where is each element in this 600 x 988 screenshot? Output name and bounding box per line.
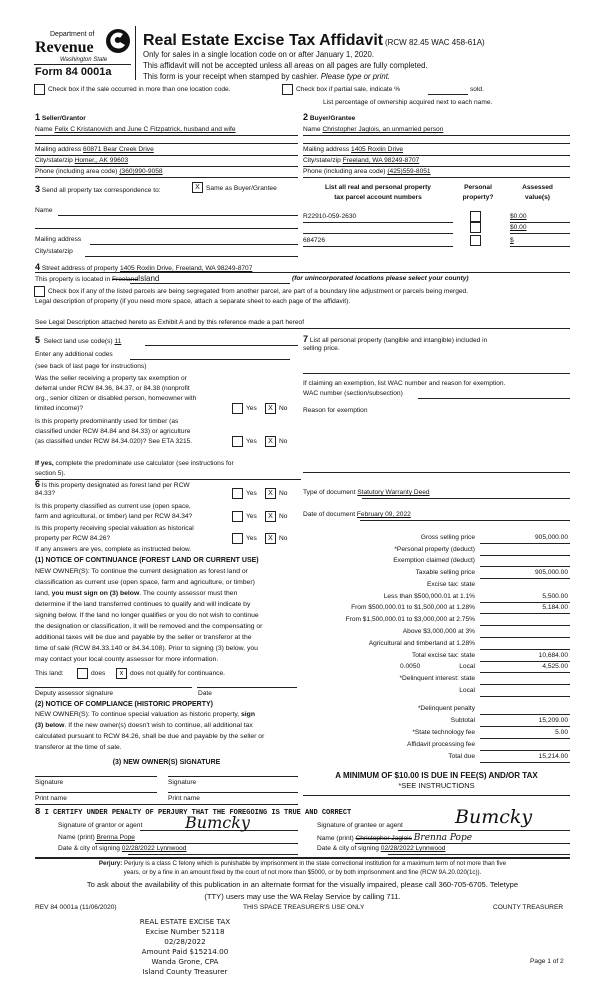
if-yes-text: section 5). (35, 470, 66, 477)
tax-row-label: Local (459, 687, 475, 694)
underline (480, 750, 570, 751)
buyer-heading: Buyer/Grantee (309, 115, 356, 122)
located-struck: Freeland (111, 276, 139, 283)
tax-row-value[interactable]: 5.00 (555, 729, 568, 736)
yes-label: Yes (246, 513, 257, 520)
tax-row-label: Local (459, 663, 475, 670)
notice2-title: (2) NOTICE OF COMPLIANCE (HISTORIC PROPERTY) (35, 701, 213, 708)
forest-question (35, 480, 190, 490)
section-number: 3 (35, 184, 41, 194)
legal-description[interactable]: See Legal Description attached hereto as Exhibit A and by this reference made a part hereof (35, 319, 305, 326)
tax-row-label: From $1,500,000.01 to $3,000,000 at 2.75% (345, 616, 475, 623)
if-yes-bold: If yes, (35, 460, 54, 467)
logo-main: Revenue (35, 39, 94, 56)
notice2-text (35, 744, 122, 752)
does-label: does (91, 670, 106, 677)
underline (480, 672, 570, 673)
grantor-print-name[interactable]: Brenna Pope (96, 834, 135, 841)
if-yes-text: complete the predominate use calculator (see instructions for (55, 460, 234, 467)
tax-row-label: Total due (448, 753, 475, 760)
county-treasurer-label: COUNTY TREASURER (493, 904, 564, 911)
does-checkbox[interactable] (77, 668, 88, 679)
forest-question-text: Is this property designated as forest land per RCW (41, 482, 190, 489)
land-use-code[interactable]: 11 (114, 338, 122, 345)
tax-row-label: Exemption claimed (deduct) (393, 557, 475, 564)
tax-row-value[interactable]: 15,209.00 (538, 717, 568, 724)
tax-row-label: Taxable selling price (415, 569, 475, 576)
underline (510, 246, 570, 247)
field-label: Phone (including area code) (303, 168, 386, 175)
logo-sub: Washington State (60, 57, 108, 63)
grantee-date-city[interactable]: 02/28/2022 Lynnwood (380, 845, 446, 852)
text: land, (35, 590, 52, 597)
assessed-value[interactable]: $ (510, 237, 514, 244)
timber-no-checkbox[interactable]: X (265, 436, 276, 447)
text: may contact your local county assessor for more information. (35, 656, 219, 663)
no-label: No (279, 490, 288, 497)
exemption-question: Was the seller receiving a property tax exemption or (35, 375, 187, 382)
notice1-text (35, 623, 262, 631)
bold-text: (3) below (35, 722, 65, 729)
no-label: No (279, 535, 288, 542)
field-label: Mailing address (35, 236, 82, 243)
notice1-text (35, 590, 237, 598)
field-label: Name (303, 126, 321, 133)
partial-sale-suffix: sold. (470, 86, 484, 93)
personal-property-checkbox[interactable] (470, 222, 481, 233)
underline (480, 661, 570, 662)
notice2-text (35, 733, 264, 741)
field-label: Name (35, 126, 53, 133)
print-name-label: Print name (168, 795, 200, 802)
no-label: No (279, 405, 288, 412)
tax-row-value[interactable]: 5,184.00 (542, 604, 568, 611)
timber-question: Is this property predominantly used for timber (as (35, 418, 179, 425)
underline (480, 625, 570, 626)
exemption-question: org., senior citizen or disabled person, homeowner with (35, 395, 197, 402)
segregated-checkbox[interactable] (34, 286, 45, 297)
assessed-value[interactable]: $0.00 (510, 224, 527, 231)
section-number: 8 (35, 807, 41, 817)
field-label: Date & city of signing (58, 845, 120, 852)
field-label: City/state/zip (35, 157, 73, 164)
legal-label: Legal description of property (if you need more space, attach a separate sheet to each page of the affidavit). (35, 298, 351, 305)
field-label: Mailing address (35, 146, 82, 153)
forest-question: 84.33? (35, 490, 56, 497)
ownership-note: List percentage of ownership acquired next to each name. (323, 99, 493, 106)
segregated-label: Check box if any of the listed parcels are being segregated from another parcel, are part of a boundary line adjustment or parcels being merged. (48, 288, 469, 295)
stamp-line: REAL ESTATE EXCISE TAX (139, 917, 231, 926)
same-as-buyer-label: Same as Buyer/Grantee (206, 185, 277, 192)
document-date[interactable]: February 09, 2022 (356, 511, 411, 518)
notice1-text (35, 645, 258, 653)
if-any-note: If any answers are yes, complete as instructed below. (35, 546, 192, 553)
underline (480, 566, 570, 567)
tax-row-label: Total excise tax: state (411, 652, 475, 659)
section-number: 6 (35, 479, 41, 489)
exemption-no-checkbox[interactable]: X (265, 403, 276, 414)
grantor-date-city[interactable]: 02/28/2022 Lynnwood (121, 845, 187, 852)
page-title: Real Estate Excise Tax Affidavit (143, 32, 384, 49)
field-label: List all personal property (tangible and intangible) included in (309, 337, 488, 344)
section-number: 5 (35, 335, 41, 345)
field-label: Mailing address (303, 146, 350, 153)
stamp-line: Wanda Grone, CPA (151, 957, 219, 966)
signature-label: Signature (168, 779, 197, 786)
minimum-due-notice: A MINIMUM OF $10.00 IS DUE IN FEE(S) AND/OR TAX (335, 771, 538, 780)
text: signing below. If the land no longer qualifies or you do not wish to continue (35, 612, 259, 619)
notice1-text (35, 601, 250, 609)
print-name-label: Print name (35, 795, 67, 802)
this-land-label: This land: (35, 670, 64, 677)
notice1-text (35, 656, 218, 664)
tax-row-label: From $500,000.01 to $1,500,000 at 1.28% (351, 604, 475, 611)
yes-label: Yes (246, 490, 257, 497)
grantor-signature-label: Signature of grantor or agent (58, 822, 143, 829)
stamp-line: Island County Treasurer (142, 967, 228, 976)
personal-header: Personal (464, 184, 492, 191)
perjury-text: Perjury is a class C felony which is punishable by imprisonment in the state correctional institution for a maximum term of not more than five (124, 860, 507, 867)
parcels-header: tax parcel account numbers (334, 194, 422, 201)
field-label: Name (print) (317, 835, 354, 842)
field-label: Enter any additional codes (35, 351, 113, 358)
grantee-print-name[interactable]: Brenna Pope (413, 833, 473, 843)
tax-row-value[interactable]: 10,684.00 (538, 652, 568, 659)
page-number: Page 1 of 2 (530, 958, 564, 965)
seller-heading: Seller/Grantor (41, 115, 86, 122)
deputy-signature-label: Deputy assessor signature (35, 690, 114, 697)
field-label: Type of document (303, 489, 356, 496)
treasurer-stamp (120, 917, 250, 977)
underline (480, 738, 570, 739)
tax-row-label: Gross selling price (420, 534, 475, 541)
multi-location-label: Check box if the sale occurred in more than one location code. (48, 86, 231, 93)
yes-label: Yes (246, 535, 257, 542)
current-use-yes-checkbox[interactable] (232, 511, 243, 522)
text: . The county assessor must then (139, 590, 238, 597)
field-label: City/state/zip (35, 248, 73, 255)
notice2-text (35, 722, 253, 730)
underline (480, 555, 570, 556)
property-street-address[interactable]: 1405 Roxlin Drive, Freeland, WA 98249-8707 (119, 265, 253, 272)
alternate-format-text: To ask about the availability of this publication in an alternate format for the visually impaired, please call 360-705-6705. Teletype (86, 880, 519, 889)
underline (480, 762, 570, 763)
personal-header: property? (462, 194, 494, 201)
does-not-label: does not qualify for continuance. (130, 670, 225, 677)
underline (480, 696, 570, 697)
title-row (143, 32, 485, 52)
underline (303, 233, 453, 234)
field-label: Phone (including area code) (35, 168, 118, 175)
historic-yes-checkbox[interactable] (232, 533, 243, 544)
field-label: Street address of property (41, 265, 119, 272)
assessed-header: value(s) (525, 194, 550, 201)
seller-phone[interactable]: (360)990-9058 (119, 168, 163, 175)
seller-name[interactable]: Felix C Kristanovich and June C Fitzpatrick, husband and wife (54, 126, 236, 133)
parcel-number[interactable]: R22910-059-2630 (303, 213, 357, 220)
yes-label: Yes (246, 438, 257, 445)
tax-row-label: Less than $500,000.01 at 1.1% (383, 593, 475, 600)
form-revision: REV 84 0001a (11/06/2020) (35, 904, 117, 911)
buyer-mailing-address[interactable]: 1405 Roxlin Drive (351, 146, 404, 153)
forest-land-yes-checkbox[interactable] (232, 488, 243, 499)
alternate-format-text: (TTY) users may use the WA Relay Service by calling 711. (204, 892, 401, 901)
parcels-header: List all real and personal property (325, 184, 431, 191)
yes-label: Yes (246, 405, 257, 412)
tax-row-label: Above $3,000,000 at 3% (402, 628, 475, 635)
underline (480, 602, 570, 603)
historic-question: property per RCW 84.26? (35, 535, 111, 542)
header-line2: This affidavit will not be accepted unless all areas on all pages are fully completed. (143, 61, 428, 70)
current-use-question: farm and agricultural, or timber) land per RCW 84.34? (35, 513, 193, 520)
buyer-phone[interactable]: (425)559-8051 (387, 168, 431, 175)
text: additional taxes will be due and payable by the seller or transferor at the (35, 634, 252, 641)
historic-question: Is this property receiving special valuation as historical (35, 525, 194, 532)
underline (480, 684, 570, 685)
exemption-yes-checkbox[interactable] (232, 403, 243, 414)
revenue-logo-icon (105, 28, 131, 54)
header-line3-italic: Please type or print. (320, 72, 391, 81)
section-number: 2 (303, 112, 309, 122)
current-use-question: Is this property classified as current use (open space, (35, 503, 191, 510)
same-as-buyer-checkbox[interactable]: X (192, 182, 203, 193)
stamp-line: 02/28/2022 (164, 937, 206, 946)
does-not-checkbox[interactable]: x (116, 668, 127, 679)
assessed-header: Assessed (522, 184, 553, 191)
section-number: 7 (303, 334, 309, 344)
perjury-text: years, or by a fine in an amount fixed by the court of not more than $5000, or by both imprisonment and fine (RCW 9A.20.020(1c)). (123, 869, 482, 876)
notice1-title: (1) NOTICE OF CONTINUANCE (FOREST LAND OR CURRENT USE) (35, 557, 259, 564)
timber-question: classified under RCW 84.84 and 84.33) or agriculture (35, 428, 191, 435)
buyer-city[interactable]: Freeland, WA 98249-8707 (342, 157, 420, 164)
text: determine if the land transferred continues to qualify and will indicate by (35, 601, 251, 608)
field-label: Date & city of signing (317, 845, 379, 852)
field-label: This property is located in (35, 276, 111, 283)
exemption-question: limited income)? (35, 405, 84, 412)
text: NEW OWNER(S): To continue the current designation as forest land or (35, 568, 248, 575)
section-number: 4 (35, 262, 41, 272)
tax-row-label: *State technology fee (412, 729, 475, 736)
stamp-line: Excise Number 52118 (145, 927, 225, 936)
property-location[interactable]: Island (138, 274, 160, 283)
see-back-note: (see back of last page for instructions) (35, 363, 147, 370)
underline (480, 649, 570, 650)
tax-row-label: Excise tax: state (426, 581, 475, 588)
bold-text: you must sign on (3) below (51, 590, 140, 597)
grantee-signature[interactable]: Bumcky (455, 806, 533, 828)
underline (480, 613, 570, 614)
seller-mailing-address[interactable]: 60871 Bear Creek Drive (83, 146, 154, 153)
treasurer-use-label: THIS SPACE TREASURER'S USE ONLY (243, 904, 365, 911)
text: time of sale (RCW 84.33.140 or 84.34.108). Prior to signing (3) below, you (35, 645, 258, 652)
underline (480, 714, 570, 715)
tax-row-value[interactable]: 5,500.00 (542, 593, 568, 600)
field-label: Name (print) (58, 834, 95, 841)
text: . If the new owner(s) doesn't wish to continue, all additional tax (64, 722, 253, 729)
text: classification as current use (open space, farm and agriculture, or timber) (35, 579, 255, 586)
certify-statement: I CERTIFY UNDER PENALTY OF PERJURY THAT THE FOREGOING IS TRUE AND CORRECT (44, 809, 352, 817)
text: transferor at the time of sale. (35, 744, 122, 751)
tax-row-label: Affidavit processing fee (406, 741, 475, 748)
tax-row-label: Subtotal (450, 717, 475, 724)
bold-text: sign (241, 711, 255, 718)
tax-row-label: *Delinquent interest: state (399, 675, 475, 682)
notice1-text (35, 568, 248, 576)
text: calculated pursuant to RCW 84.26, shall be due and payable by the seller or (35, 733, 265, 740)
notice1-text (35, 612, 259, 620)
local-rate: 0.0050 (400, 663, 421, 670)
field-label: Name (35, 207, 53, 214)
forest-land-no-checkbox[interactable]: X (265, 488, 276, 499)
header-line3: This form is your receipt when stamped by cashier. (143, 72, 319, 81)
seller-city[interactable]: Homer,, AK 99603 (74, 157, 129, 164)
parcel-number[interactable]: 684726 (303, 237, 326, 244)
multi-location-checkbox[interactable] (34, 84, 45, 95)
tax-row-label: *Personal property (deduct) (394, 546, 475, 553)
personal-property-checkbox[interactable] (470, 235, 481, 246)
personal-property-checkbox[interactable] (470, 211, 481, 222)
located-note: (for unincorporated locations please select your county) (292, 275, 469, 282)
field-label: Date of document (303, 511, 356, 518)
wac-label: WAC number (section/subsection) (303, 390, 403, 397)
notice3-title: (3) NEW OWNER(S) SIGNATURE (112, 759, 221, 766)
partial-sale-label: Check box if partial sale, indicate % (296, 86, 401, 93)
grantor-signature[interactable]: Bumcky (185, 813, 250, 832)
tax-row-value[interactable]: 15,214.00 (538, 753, 568, 760)
underline (480, 637, 570, 638)
document-type[interactable]: Statutory Warranty Deed (357, 489, 430, 496)
timber-yes-checkbox[interactable] (232, 436, 243, 447)
date-label: Date (198, 690, 212, 697)
logo-top: Department of (50, 31, 95, 38)
notice1-text (35, 634, 252, 642)
field-label: City/state/zip (303, 157, 341, 164)
text: the designation or classification, it will be removed and the compensating or (35, 623, 263, 630)
no-label: No (279, 513, 288, 520)
tax-row-label: *Delinquent penalty (417, 705, 475, 712)
underline (510, 233, 570, 234)
notice2-text (35, 711, 255, 719)
perjury-bold: Perjury: (98, 860, 123, 867)
field-label: selling price. (303, 345, 340, 352)
assessed-value[interactable]: $0.00 (510, 213, 527, 220)
signature-label: Signature (35, 779, 64, 786)
stamp-line: Amount Paid $15214.00 (141, 947, 229, 956)
underline (303, 222, 453, 223)
header-line1: Only for sales in a single location code on or after January 1, 2020. (143, 50, 375, 59)
reason-label: Reason for exemption (303, 407, 368, 414)
no-label: No (279, 438, 288, 445)
notice1-text (35, 579, 255, 587)
underline (480, 726, 570, 727)
underline (480, 578, 570, 579)
partial-sale-checkbox[interactable] (282, 84, 293, 95)
underline (510, 222, 570, 223)
current-use-no-checkbox[interactable]: X (265, 511, 276, 522)
tax-row-label: Agricultural and timberland at 1.28% (368, 640, 475, 647)
grantee-signature-label: Signature of grantee or agent (317, 822, 403, 829)
buyer-name[interactable]: Christopher Jaglois, an unmarried person (322, 126, 444, 133)
tax-row-value[interactable]: 905,000.00 (534, 534, 568, 541)
title-ref: (RCW 82.45 WAC 458-61A) (384, 38, 485, 47)
see-instructions: *SEE INSTRUCTIONS (398, 781, 475, 790)
underline (480, 543, 570, 544)
underline (303, 246, 453, 247)
timber-question: (as classified under RCW 84.34.020)? See ETA 3215. (35, 438, 193, 445)
correspondence-label: Send all property tax correspondence to: (41, 187, 161, 194)
form-number: Form 84 0001a (35, 66, 112, 78)
grantee-name-struck: Christopher Jaglois (355, 835, 412, 842)
tax-row-value[interactable]: 905,000.00 (534, 569, 568, 576)
exemption-label: If claiming an exemption, list WAC number and reason for exemption. (303, 380, 506, 387)
tax-row-value[interactable]: 4,525.00 (542, 663, 568, 670)
text: NEW OWNER(S): To continue special valuation as historic property, (35, 711, 241, 718)
section-number: 1 (35, 112, 41, 122)
field-label: Select land use code(s) (43, 338, 113, 345)
historic-no-checkbox[interactable]: X (265, 533, 276, 544)
exemption-question: deferral under RCW 84.36, 84.37, or 84.38 (nonprofit (35, 385, 190, 392)
